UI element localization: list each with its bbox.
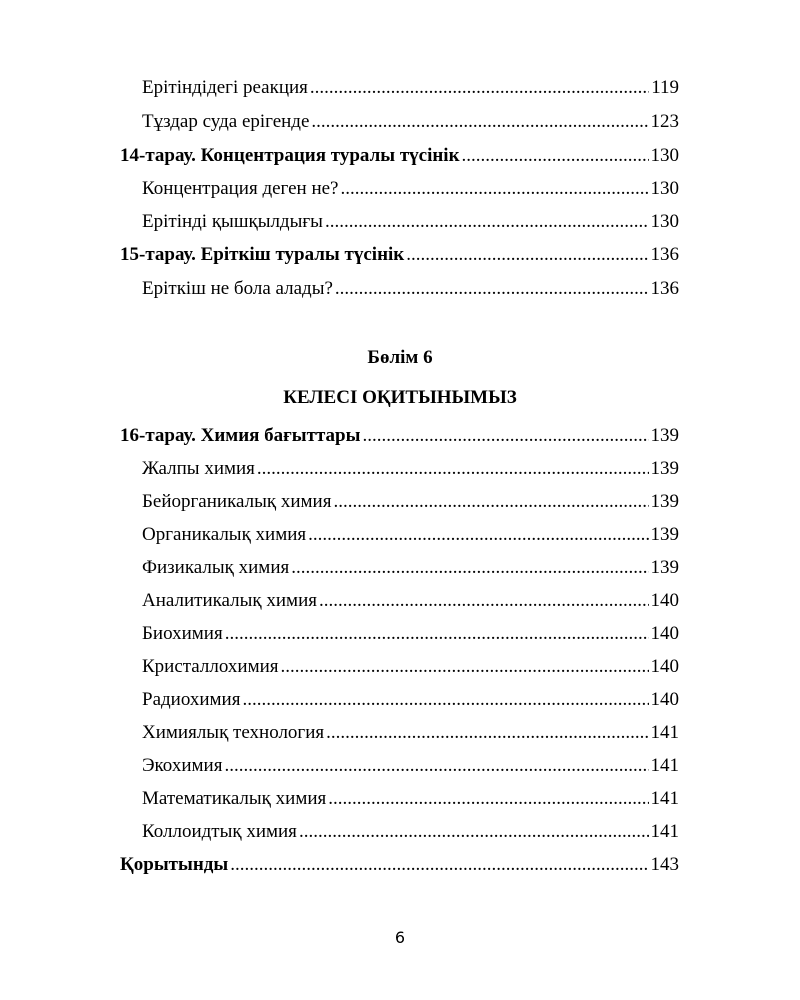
toc-leader-dots: [291, 556, 648, 580]
toc-leader-dots: [242, 688, 648, 712]
toc-entry-title: 16-тарау. Химия бағыттары: [120, 425, 361, 446]
toc-entry-page: 136: [650, 278, 679, 299]
toc-entry-title: Радиохимия: [142, 689, 241, 710]
toc-entry-page: 141: [650, 755, 679, 776]
toc-entry-title: Тұздар суда ерігенде: [142, 111, 310, 132]
toc-leader-dots: [311, 110, 648, 134]
toc-chapter-entry[interactable]: [120, 424, 679, 448]
toc-entry[interactable]: [142, 589, 679, 613]
toc-chapter-entry[interactable]: [120, 144, 679, 168]
toc-entry[interactable]: [142, 688, 679, 712]
toc-entry-page: 119: [651, 77, 679, 98]
toc-entry-page: 130: [650, 178, 679, 199]
toc-entry-title: Математикалық химия: [142, 788, 327, 809]
toc-entry[interactable]: [142, 457, 679, 481]
toc-entry-page: 123: [650, 111, 679, 132]
toc-leader-dots: [328, 787, 648, 811]
toc-entry-page: 139: [650, 491, 679, 512]
page-number: 6: [394, 928, 406, 947]
toc-leader-dots: [230, 853, 648, 877]
toc-entry-title: Қорытынды: [120, 854, 229, 875]
toc-leader-dots: [224, 754, 648, 778]
toc-entry-page: 140: [650, 689, 679, 710]
toc-entry-title: Бейорганикалық химия: [142, 491, 332, 512]
toc-leader-dots: [310, 76, 649, 100]
toc-entry-page: 139: [650, 458, 679, 479]
toc-entry-title: Химиялық технология: [142, 722, 325, 743]
toc-entry-title: Коллоидтық химия: [142, 821, 297, 842]
toc-chapter-entry[interactable]: [120, 243, 679, 267]
toc-entry-page: 140: [650, 623, 679, 644]
toc-entry[interactable]: [142, 110, 679, 134]
toc-entry-title: Аналитикалық химия: [142, 590, 317, 611]
toc-entry-title: Еріткіш не бола алады?: [142, 278, 333, 299]
toc-entry[interactable]: [142, 523, 679, 547]
toc-entry[interactable]: [142, 210, 679, 234]
toc-entry[interactable]: [142, 754, 679, 778]
toc-entry-title: Ерітінді қышқылдығы: [142, 211, 323, 232]
toc-entry-title: 14-тарау. Концентрация туралы түсінік: [120, 145, 460, 166]
toc-entry-page: 136: [650, 244, 679, 265]
toc-leader-dots: [308, 523, 648, 547]
toc-entry[interactable]: [142, 655, 679, 679]
toc-entry-page: 139: [650, 425, 679, 446]
toc-entry[interactable]: [142, 277, 679, 301]
toc-entry-page: 139: [650, 524, 679, 545]
toc-entry-title: Биохимия: [142, 623, 223, 644]
toc-leader-dots: [225, 622, 649, 646]
toc-entry-page: 141: [650, 788, 679, 809]
toc-entry[interactable]: [142, 177, 679, 201]
toc-leader-dots: [319, 589, 649, 613]
toc-entry-title: Ерітіндідегі реакция: [142, 77, 308, 98]
toc-entry-title: Органикалық химия: [142, 524, 307, 545]
toc-leader-dots: [406, 243, 648, 267]
toc-entry-page: 140: [650, 590, 679, 611]
toc-leader-dots: [462, 144, 649, 168]
toc-entry-page: 141: [650, 821, 679, 842]
toc-entry-title: Жалпы химия: [142, 458, 255, 479]
toc-leader-dots: [341, 177, 649, 201]
toc-entry-page: 139: [650, 557, 679, 578]
toc-entry[interactable]: [142, 622, 679, 646]
toc-entry[interactable]: [142, 787, 679, 811]
toc-entry[interactable]: [142, 490, 679, 514]
part-title: КЕЛЕСІ ОҚИТЫНЫМЫЗ: [283, 387, 517, 408]
part-label: Бөлім 6: [367, 347, 433, 368]
toc-entry-page: 141: [650, 722, 679, 743]
toc-leader-dots: [257, 457, 649, 481]
toc-entry-page: 130: [650, 211, 679, 232]
toc-leader-dots: [333, 490, 648, 514]
toc-leader-dots: [299, 820, 649, 844]
toc-entry[interactable]: [142, 76, 679, 100]
toc-entry-page: 140: [650, 656, 679, 677]
toc-entry-title: Физикалық химия: [142, 557, 290, 578]
toc-conclusion-entry[interactable]: [120, 853, 679, 877]
toc-entry[interactable]: [142, 556, 679, 580]
toc-leader-dots: [362, 424, 648, 448]
toc-entry-page: 143: [650, 854, 679, 875]
toc-leader-dots: [281, 655, 649, 679]
toc-leader-dots: [326, 721, 648, 745]
toc-entry-title: Кристаллохимия: [142, 656, 279, 677]
toc-entry-title: 15-тарау. Еріткіш туралы түсінік: [120, 244, 405, 265]
toc-entry-title: Концентрация деген не?: [142, 178, 339, 199]
toc-entry-title: Экохимия: [142, 755, 223, 776]
toc-leader-dots: [335, 277, 649, 301]
toc-entry[interactable]: [142, 721, 679, 745]
toc-leader-dots: [325, 210, 649, 234]
toc-entry[interactable]: [142, 820, 679, 844]
toc-entry-page: 130: [650, 145, 679, 166]
